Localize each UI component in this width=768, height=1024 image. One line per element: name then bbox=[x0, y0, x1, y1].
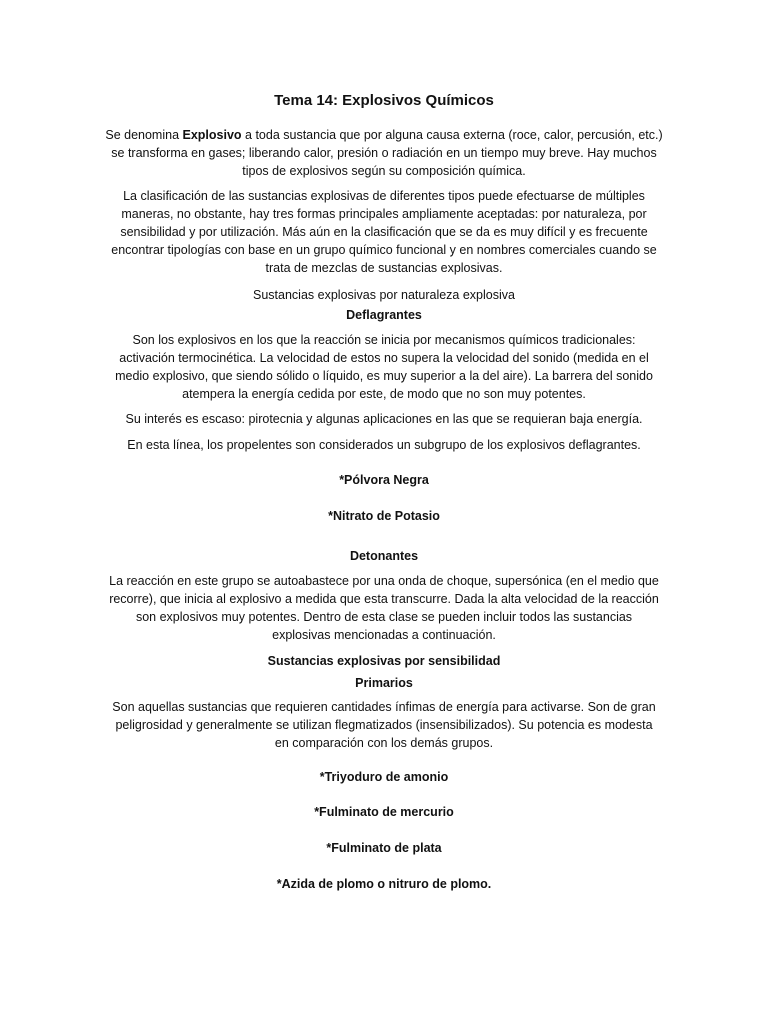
interes-line: Su interés es escaso: pirotecnia y algunas aplicaciones en las que se requieran baja energía. bbox=[125, 412, 643, 426]
list-item-polvora-negra: *Pólvora Negra bbox=[339, 473, 429, 487]
deflagrantes-line: activación termocinética. La velocidad de estos no supera la velocidad del sonido (medida en el bbox=[119, 351, 649, 365]
propelentes-line: En esta línea, los propelentes son considerados un subgrupo de los explosivos deflagrantes. bbox=[127, 438, 641, 452]
primarios-line: Son aquellas sustancias que requieren cantidades ínfimas de energía para activarse. Son de gran bbox=[112, 700, 656, 714]
intro-line: se transforma en gases; liberando calor, presión o radiación en un tiempo muy breve. Hay muchos bbox=[111, 146, 657, 160]
detonantes-line: son explosivos muy potentes. Dentro de esta clase se pueden incluir todos las sustancias bbox=[135, 610, 633, 624]
classification-line: maneras, no obstante, hay tres formas principales ampliamente aceptadas: por naturaleza, por bbox=[121, 207, 647, 221]
intro-text-pre: Se denomina bbox=[105, 128, 183, 142]
detonantes-line: explosivas mencionadas a continuación. bbox=[272, 628, 496, 642]
primarios-line: en comparación con los demás grupos. bbox=[274, 736, 494, 750]
term-explosivo: Explosivo bbox=[182, 128, 242, 142]
heading-detonantes: Detonantes bbox=[349, 549, 419, 563]
list-item-triyoduro-amonio: *Triyoduro de amonio bbox=[319, 770, 449, 784]
primarios-line: peligrosidad y generalmente se utilizan flegmatizados (insensibilizados). Su potencia es modesta bbox=[115, 718, 653, 732]
list-item-azida-plomo: *Azida de plomo o nitruro de plomo. bbox=[276, 877, 492, 891]
classification-line: trata de mezclas de sustancias explosivas. bbox=[265, 261, 503, 275]
page-title: Tema 14: Explosivos Químicos bbox=[274, 92, 494, 109]
classification-line: La clasificación de las sustancias explosivas de diferentes tipos puede efectuarse de múltiples bbox=[123, 189, 645, 203]
list-item-nitrato-potasio: *Nitrato de Potasio bbox=[328, 509, 440, 523]
intro-line bbox=[100, 126, 668, 144]
heading-primarios: Primarios bbox=[355, 676, 413, 690]
heading-deflagrantes: Deflagrantes bbox=[346, 308, 422, 322]
deflagrantes-line: atempera la energía cedida por este, de modo que no son muy potentes. bbox=[182, 387, 586, 401]
intro-text-post: a toda sustancia que por alguna causa externa (roce, calor, percusión, etc.) bbox=[241, 128, 663, 142]
section-heading-naturaleza: Sustancias explosivas por naturaleza explosiva bbox=[253, 288, 515, 302]
intro-line: tipos de explosivos según su composición química. bbox=[242, 164, 526, 178]
classification-line: sensibilidad y por utilización. Más aún en la clasificación que se da es muy difícil y es frecuente bbox=[120, 225, 648, 239]
detonantes-line: recorre), que inicia al explosivo a medida que esta transcurre. Dada la alta velocidad de la reacción bbox=[109, 592, 659, 606]
deflagrantes-line: Son los explosivos en los que la reacción se inicia por mecanismos químicos tradicionales: bbox=[132, 333, 636, 347]
deflagrantes-line: medio explosivo, que siendo sólido o líquido, es muy superior a la del aire). La barrera del sonido bbox=[115, 369, 653, 383]
list-item-fulminato-plata: *Fulminato de plata bbox=[326, 841, 442, 855]
detonantes-line: La reacción en este grupo se autoabastece por una onda de choque, supersónica (en el medio que bbox=[109, 574, 659, 588]
classification-line: encontrar tipologías con base en un grupo químico funcional y en nombres comerciales cuando se bbox=[111, 243, 657, 257]
section-heading-sensibilidad: Sustancias explosivas por sensibilidad bbox=[267, 654, 501, 668]
list-item-fulminato-mercurio: *Fulminato de mercurio bbox=[314, 805, 454, 819]
